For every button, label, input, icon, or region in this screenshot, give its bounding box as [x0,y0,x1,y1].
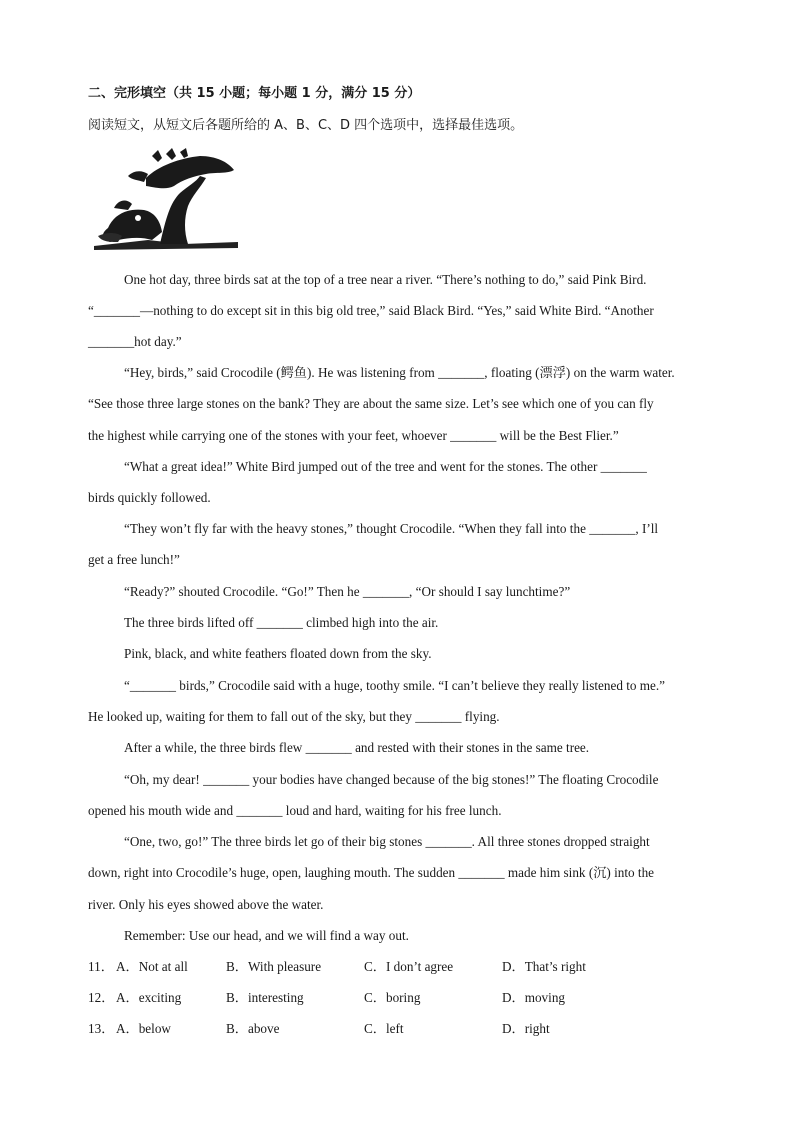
section-instruction: 阅读短文，从短文后各题所给的 A、B、C、D 四个选项中，选择最佳选项。 [88,118,524,133]
section-heading: 二、完形填空（共 15 小题；每小题 1 分，满分 15 分） [88,86,421,101]
option-c[interactable]: C．left [364,1021,404,1036]
passage-line: Pink, black, and white feathers floated down from the sky. [124,646,432,661]
option-b[interactable]: B．With pleasure [226,959,322,974]
passage-line: get a free lunch!” [88,552,180,567]
passage-line: “They won’t fly far with the heavy stones,” thought Crocodile. “When they fall into the _______, I’ll [124,521,659,536]
passage-line: “What a great idea!” White Bird jumped out of the tree and went for the stones. The other _______ [124,459,647,474]
passage-line: “Hey, birds,” said Crocodile (鳄鱼). He was listening from _______, floating (漂浮) on the warm water. [124,365,675,380]
passage-line: The three birds lifted off _______ climbed high into the air. [124,615,439,630]
question-number: 12． [88,990,115,1005]
option-a[interactable]: A．below [116,1021,171,1036]
option-b[interactable]: B．interesting [226,990,304,1005]
passage-line: “Ready?” shouted Crocodile. “Go!” Then he _______, “Or should I say lunchtime?” [124,584,571,599]
question-number: 13． [88,1021,115,1036]
passage-line: _______hot day.” [88,334,182,349]
option-c[interactable]: C．boring [364,990,421,1005]
passage-line: One hot day, three birds sat at the top of a tree near a river. “There’s nothing to do,” said Pink Bird. [124,272,647,287]
passage-line: “_______ birds,” Crocodile said with a huge, toothy smile. “I can’t believe they really listened to me.” [124,678,666,693]
passage-line: After a while, the three birds flew _______ and rested with their stones in the same tree. [124,740,590,755]
passage-line: He looked up, waiting for them to fall out of the sky, but they _______ flying. [88,709,500,724]
passage-line: “Oh, my dear! _______ your bodies have changed because of the big stones!” The floating Crocodile [124,772,659,787]
tree-crocodile-illustration [88,148,240,252]
option-a[interactable]: A．exciting [116,990,182,1005]
passage-line: down, right into Crocodile’s huge, open, laughing mouth. The sudden _______ made him sink (沉) into the [88,865,655,880]
option-b[interactable]: B．above [226,1021,280,1036]
option-d[interactable]: D．That’s right [502,959,586,974]
passage-line: “See those three large stones on the bank? They are about the same size. Let’s see which one of you can fly [88,396,654,411]
passage-line: river. Only his eyes showed above the water. [88,897,324,912]
option-d[interactable]: D．right [502,1021,550,1036]
passage-line: the highest while carrying one of the stones with your feet, whoever _______ will be the Best Flier.” [88,428,619,443]
option-a[interactable]: A．Not at all [116,959,188,974]
passage-line: Remember: Use our head, and we will find a way out. [124,928,409,943]
passage-line: birds quickly followed. [88,490,211,505]
passage-line: “One, two, go!” The three birds let go of their big stones _______. All three stones dropped straight [124,834,650,849]
passage-line: opened his mouth wide and _______ loud and hard, waiting for his free lunch. [88,803,502,818]
option-d[interactable]: D．moving [502,990,566,1005]
option-c[interactable]: C．I don’t agree [364,959,454,974]
passage-line: “_______—nothing to do except sit in this big old tree,” said Black Bird. “Yes,” said White Bird. “Another [88,303,654,318]
question-number: 11． [88,959,114,974]
